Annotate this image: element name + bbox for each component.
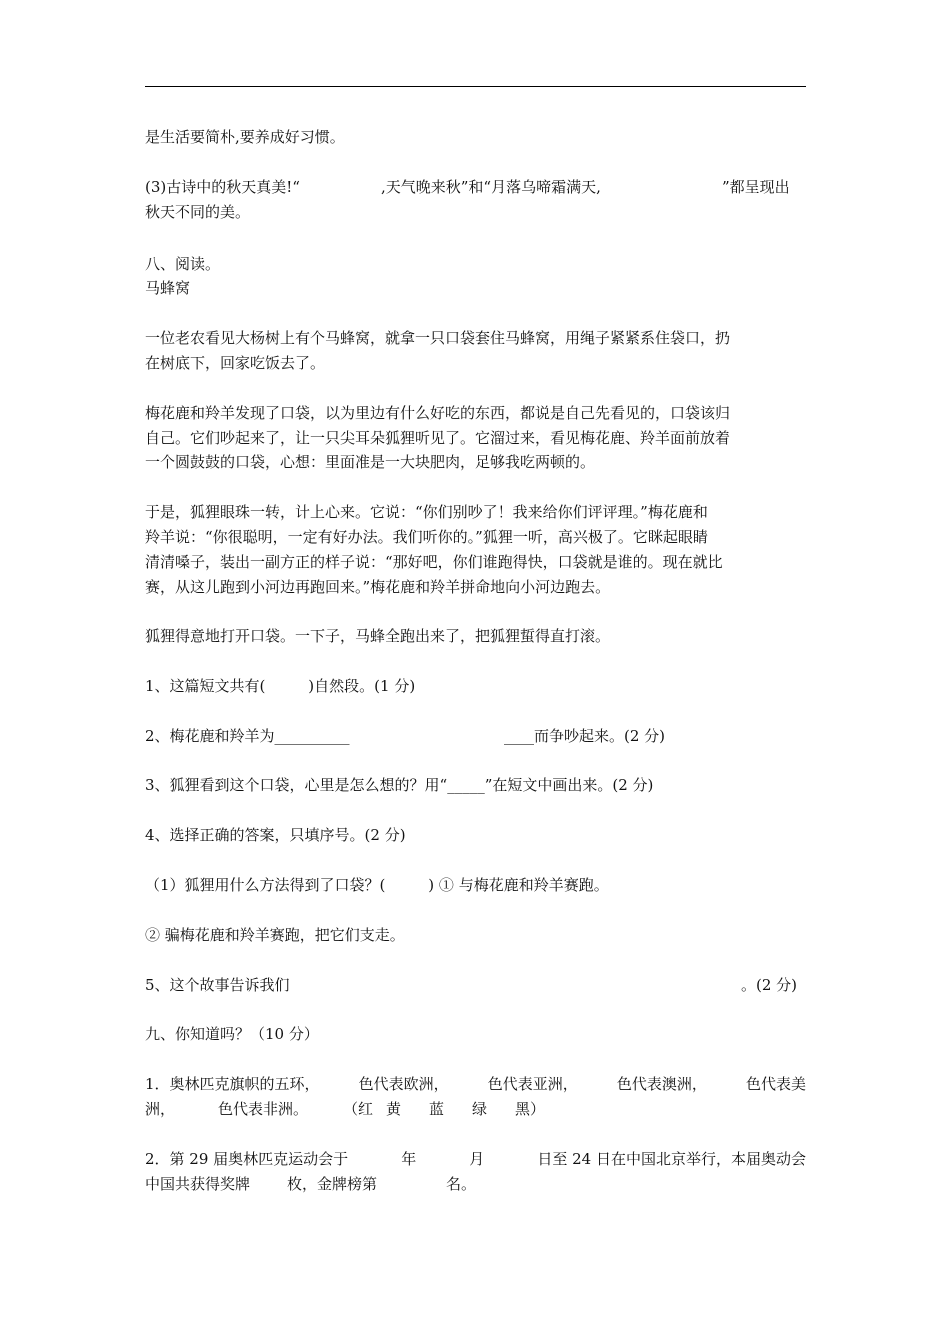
paragraph-line: 自己。它们吵起来了，让一只尖耳朵狐狸听见了。它溜过来，看见梅花鹿、羚羊面前放着 [145,429,731,447]
paragraph-line: 于是，狐狸眼珠一转，计上心来。它说：“你们别吵了！我来给你们评评理。”梅花鹿和 [145,503,708,521]
section-heading: 八、阅读。 [145,255,221,273]
text-segment: 色代表欧洲， [358,1075,449,1093]
text-segment: 日至 24 日在中国北京举行，本届奥动会 [537,1150,806,1168]
paragraph-line: 狐狸得意地打开口袋。一下子，马蜂全跑出来了，把狐狸蜇得直打滚。 [145,627,611,645]
question-1: 1、这篇短文共有( )自然段。(1 分) [145,677,416,695]
paragraph-line: 在树底下，回家吃饭去了。 [145,354,326,372]
text-segment: 年 [401,1150,417,1168]
paragraph-line: 清清嗓子，装出一副方正的样子说：“那好吧，你们谁跑得快，口袋就是谁的。现在就比 [145,553,723,571]
paragraph-line: 赛，从这儿跑到小河边再跑回来。”梅花鹿和羚羊拼命地向小河边跑去。 [145,578,611,596]
question-4-1: （1）狐狸用什么方法得到了口袋？( ) ① 与梅花鹿和羚羊赛跑。 [145,876,609,894]
header-rule [145,86,806,87]
text-segment: 中国共获得奖牌 [145,1175,251,1193]
text-segment: 色代表澳洲， [616,1075,707,1093]
text-segment: 名。 [446,1175,477,1193]
question-4-option-2: ② 骗梅花鹿和羚羊赛跑，把它们支走。 [145,926,405,944]
olympic-q1-line1 [145,1074,806,1094]
q3-part-a: (3)古诗中的秋天真美!“ [145,178,300,196]
q3-part-d: 秋天不同的美。 [145,203,251,221]
text-segment: 黄 [386,1100,402,1118]
text-segment: 黑） [515,1100,546,1118]
text-segment: 绿 [472,1100,488,1118]
text-segment: （红 [343,1100,374,1118]
text-segment: 月 [469,1150,485,1168]
question-5-a: 5、这个故事告诉我们 [145,976,290,994]
text-segment: 1．奥林匹克旗帜的五环， [145,1075,320,1093]
paragraph-line: 一位老农看见大杨树上有个马蜂窝，就拿一只口袋套住马蜂窝，用绳子紧紧系住袋口，扔 [145,329,731,347]
text-segment: 2．第 29 届奥林匹克运动会于 [145,1150,349,1168]
text-segment: 色代表亚洲， [487,1075,578,1093]
paragraph-line: 一个圆鼓鼓的口袋，心想：里面准是一大块肥肉，足够我吃两顿的。 [145,453,596,471]
question-5-b: 。(2 分) [741,976,798,994]
text-segment: 色代表非洲。 [218,1100,309,1118]
story-title: 马蜂窝 [145,279,191,297]
question-3: 3、狐狸看到这个口袋，心里是怎么想的？用“_____”在短文中画出来。(2 分) [145,776,654,794]
olympic-q2-line1 [145,1149,806,1169]
section-heading: 九、你知道吗？（10 分） [145,1025,319,1043]
text-segment: 蓝 [429,1100,445,1118]
question-2-b: ____而争吵起来。(2 分) [504,727,666,745]
text-line: 是生活要简朴,要养成好习惯。 [145,128,345,146]
text-segment: 色代表美 [745,1075,806,1093]
paragraph-line: 羚羊说：“你很聪明，一定有好办法。我们听你的。”狐狸一听，高兴极了。它眯起眼睛 [145,528,708,546]
paragraph-line: 梅花鹿和羚羊发现了口袋，以为里边有什么好吃的东西，都说是自己先看见的，口袋该归 [145,404,731,422]
text-segment: 洲， [145,1100,176,1118]
text-segment: 枚，金牌榜第 [287,1175,378,1193]
q3-part-b: ,天气晚来秋”和“月落乌啼霜满天, [381,178,601,196]
question-2-a: 2、梅花鹿和羚羊为__________ [145,727,350,745]
q3-part-c: ”都呈现出 [722,178,790,196]
question-4: 4、选择正确的答案，只填序号。(2 分) [145,826,406,844]
